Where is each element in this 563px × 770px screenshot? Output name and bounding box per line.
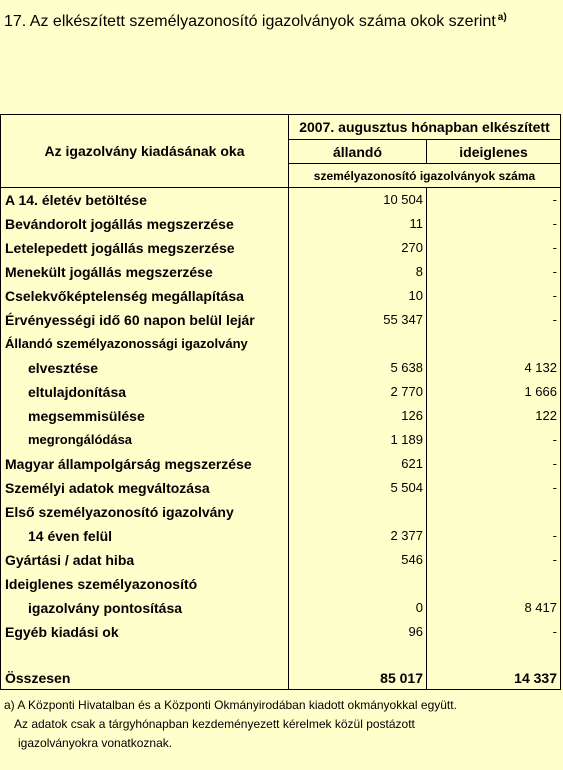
cell-ideiglenes: 8 417 — [524, 600, 557, 615]
row-label: igazolvány pontosítása — [28, 600, 183, 616]
cell-ideiglenes — [427, 332, 560, 356]
table-row — [1, 500, 560, 524]
table-row — [1, 524, 560, 548]
table-row — [1, 380, 560, 404]
cell-ideiglenes: - — [552, 624, 557, 639]
row-label: Érvényességi idő 60 napon belül lejár — [5, 312, 255, 328]
row-label: Állandó személyazonossági igazolvány — [5, 336, 248, 351]
row-label: 14 éven felül — [28, 528, 113, 544]
table-row — [1, 596, 560, 620]
row-label-header: Az igazolvány kiadásának oka — [44, 143, 245, 159]
cell-ideiglenes: - — [552, 288, 557, 303]
cell-ideiglenes: - — [552, 240, 557, 255]
footnote-line: a) A Központi Hivatalban és a Központi Okmányirodában kiadott okmányokkal együtt. — [4, 698, 457, 712]
cell-allando: 10 504 — [383, 192, 423, 207]
total-allando: 85 017 — [380, 670, 423, 686]
cell-allando: 5 504 — [390, 480, 423, 495]
cell-allando: 1 189 — [390, 432, 423, 447]
cell-ideiglenes: 122 — [535, 408, 557, 423]
cell-ideiglenes: - — [552, 456, 557, 471]
statistics-table — [0, 114, 561, 690]
cell-allando: 96 — [408, 624, 423, 639]
table-row — [1, 572, 560, 596]
row-label: Menekült jogállás megszerzése — [5, 264, 213, 280]
cell-allando: 546 — [401, 552, 423, 567]
table-row — [1, 452, 560, 476]
row-label: eltulajdonítása — [28, 384, 127, 400]
cell-allando: 270 — [401, 240, 423, 255]
page-title — [4, 12, 507, 31]
table-row — [1, 428, 560, 452]
cell-allando: 5 638 — [390, 360, 423, 375]
footnote-line: Az adatok csak a tárgyhónapban kezdeményezett kérelmek közül postázott — [14, 717, 415, 731]
table-row — [1, 236, 560, 260]
row-label: Egyéb kiadási ok — [5, 624, 119, 640]
row-label: A 14. életév betöltése — [5, 192, 147, 208]
table-row — [1, 188, 560, 212]
total-label: Összesen — [5, 670, 71, 686]
cell-allando: 621 — [401, 456, 423, 471]
cell-allando: 126 — [401, 408, 423, 423]
table-row — [1, 260, 560, 284]
row-label: megsemmisülése — [28, 408, 145, 424]
cell-allando: 2 377 — [390, 528, 423, 543]
title-text: 17. Az elkészített személyazonosító igazolványok száma okok szerint — [4, 13, 496, 30]
row-label: Bevándorolt jogállás megszerzése — [5, 216, 234, 232]
column-header-allando: állandó — [332, 143, 382, 160]
cell-ideiglenes — [427, 500, 560, 524]
table-row — [1, 284, 560, 308]
cell-ideiglenes: - — [552, 480, 557, 495]
row-label: Ideiglenes személyazonosító — [5, 576, 198, 592]
table-row — [1, 308, 560, 332]
cell-ideiglenes: - — [552, 552, 557, 567]
unit-header: személyazonosító igazolványok száma — [313, 168, 536, 183]
table-row — [1, 620, 560, 644]
total-ideiglenes: 14 337 — [514, 670, 557, 686]
cell-ideiglenes: 1 666 — [524, 384, 557, 399]
row-label: Gyártási / adat hiba — [5, 552, 135, 568]
cell-allando: 2 770 — [390, 384, 423, 399]
cell-allando: 0 — [415, 600, 423, 615]
row-label: Cselekvőképtelenség megállapítása — [5, 288, 244, 304]
cell-ideiglenes: - — [552, 192, 557, 207]
cell-allando — [289, 572, 426, 596]
row-label: Személyi adatok megváltozása — [5, 480, 210, 496]
cell-allando: 11 — [409, 216, 423, 231]
cell-ideiglenes: 4 132 — [524, 360, 557, 375]
table-row — [1, 356, 560, 380]
column-header-ideiglenes: ideiglenes — [459, 143, 528, 160]
cell-allando — [289, 332, 426, 356]
cell-allando: 55 347 — [383, 312, 423, 327]
row-label: Első személyazonosító igazolvány — [5, 504, 234, 520]
cell-allando: 8 — [415, 264, 423, 279]
table-row — [1, 548, 560, 572]
cell-allando: 10 — [408, 288, 423, 303]
cell-ideiglenes: - — [552, 264, 557, 279]
cell-ideiglenes — [427, 572, 560, 596]
title-footnote-marker: a) — [497, 12, 507, 23]
cell-ideiglenes: - — [552, 312, 557, 327]
cell-ideiglenes: - — [552, 216, 557, 231]
total-row — [1, 667, 560, 689]
table-row — [1, 404, 560, 428]
table-row — [1, 332, 560, 356]
cell-ideiglenes: - — [552, 432, 557, 447]
row-label: Letelepedett jogállás megszerzése — [5, 240, 235, 256]
row-label: Magyar állampolgárság megszerzése — [5, 456, 252, 472]
table-row — [1, 212, 560, 236]
cell-allando — [289, 500, 426, 524]
row-label: elvesztése — [28, 360, 99, 376]
table-row — [1, 476, 560, 500]
table-body — [1, 188, 560, 644]
cell-ideiglenes: - — [552, 528, 557, 543]
footnote-line: igazolványokra vonatkoznak. — [18, 736, 173, 750]
period-header: 2007. augusztus hónapban elkészített — [299, 119, 550, 135]
row-label: megrongálódása — [28, 432, 133, 447]
